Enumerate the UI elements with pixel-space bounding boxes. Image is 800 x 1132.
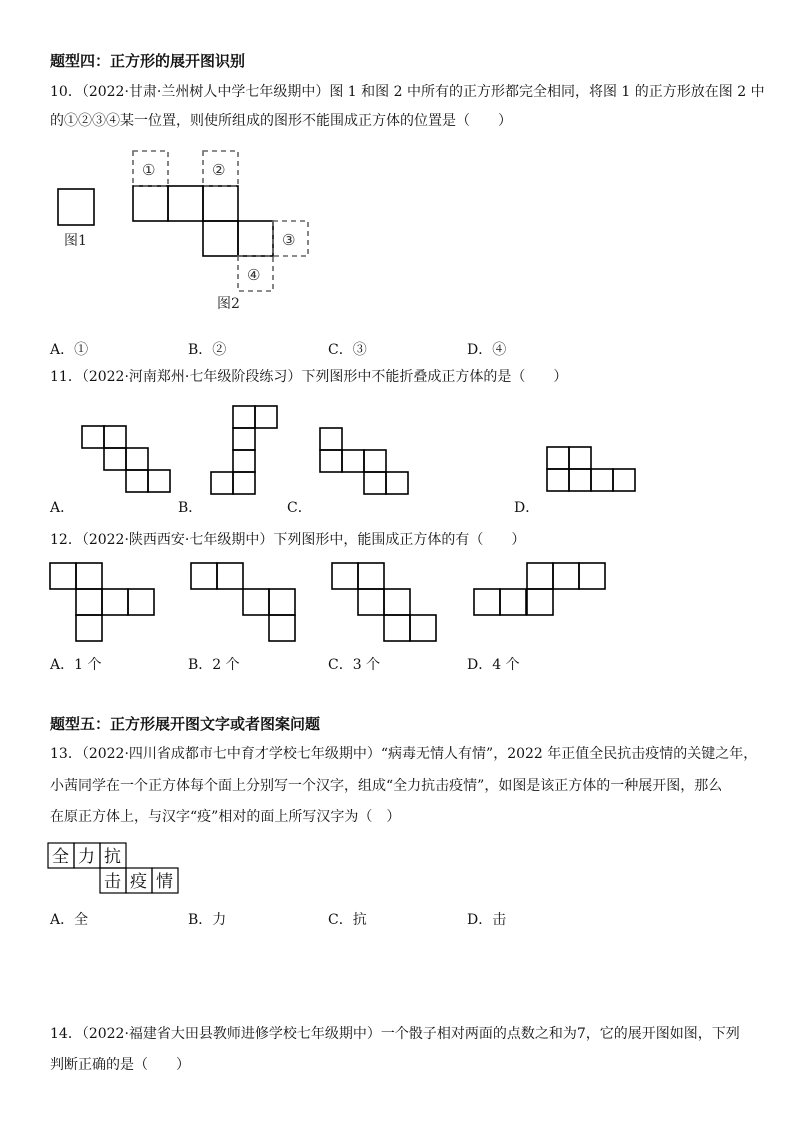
q13-cell-li: 力 — [78, 847, 95, 867]
q11-net-b — [211, 406, 277, 494]
q13-text-line3: 在原正方体上，与汉字“疫”相对的面上所写汉字为（ ） — [50, 809, 401, 825]
q12-option-c: C．3 个 — [328, 657, 381, 673]
q11-option-b: B． — [178, 500, 203, 516]
position-1-label: ① — [142, 161, 156, 179]
q13-cell-qing: 情 — [156, 872, 173, 892]
q12-text-line1: 12．（2022·陕西西安·七年级期中）下列图形中，能围成正方体的有（ ） — [50, 532, 526, 548]
q12-net-3 — [332, 563, 436, 641]
q12-net-1 — [50, 563, 154, 641]
section-heading-4: 题型四：正方形的展开图识别 — [50, 52, 246, 70]
q13-option-b: B．力 — [188, 912, 227, 928]
fig1-square — [58, 189, 94, 225]
fig2-square — [203, 186, 238, 221]
q13-cell-yi: 疫 — [130, 872, 147, 892]
q11-net-d — [547, 447, 635, 491]
q11-net-c — [320, 428, 408, 494]
q13-text-line2: 小茜同学在一个正方体每个面上分别写一个汉字，组成“全力抗击疫情”，如图是该正方体的一种展开图，那么 — [50, 778, 723, 794]
q11-option-a: A． — [50, 500, 75, 516]
q13-option-d: D．击 — [467, 912, 507, 928]
q12-option-b: B．2 个 — [188, 657, 240, 673]
q11-option-c: C． — [287, 500, 312, 516]
fig1-label: 图1 — [64, 233, 87, 249]
section-heading-5: 题型五：正方形展开图文字或者图案问题 — [50, 715, 321, 733]
q12-net-2 — [191, 563, 295, 641]
q13-text-line1: 13．（2022·四川省成都市七中育才学校七年级期中）“病毒无情人有情”，2022 年正值全民抗击疫情的关键之年， — [50, 746, 758, 762]
fig2-square — [168, 186, 203, 221]
position-4-dashed — [238, 256, 273, 291]
q10-option-b: B．② — [188, 342, 227, 358]
position-1-dashed — [133, 151, 168, 186]
q13-cell-kang: 抗 — [104, 847, 121, 867]
q13-cell-ji: 击 — [104, 872, 121, 892]
position-3-dashed — [273, 221, 308, 256]
fig2-square — [238, 221, 273, 256]
position-2-label: ② — [212, 161, 226, 179]
q14-text-line2: 判断正确的是（ ） — [50, 1057, 190, 1073]
q10-text-line1: 10．（2022·甘肃·兰州树人中学七年级期中）图 1 和图 2 中所有的正方形都完全相同，将图 1 的正方形放在图 2 中 — [50, 84, 765, 100]
q10-option-c: C．③ — [328, 342, 367, 358]
q12-option-d: D．4 个 — [467, 657, 520, 673]
q13-cell-quan: 全 — [52, 847, 69, 867]
q14-text-line1: 14．（2022·福建省大田县教师进修学校七年级期中）一个骰子相对两面的点数之和为7，它的展开图如图，下列 — [50, 1026, 740, 1042]
fig2-square — [133, 186, 168, 221]
position-4-label: ④ — [247, 266, 261, 284]
q10-option-d: D．④ — [467, 342, 507, 358]
q11-net-a — [82, 426, 170, 492]
q11-text-line1: 11．（2022·河南郑州·七年级阶段练习）下列图形中不能折叠成正方体的是（ ） — [50, 369, 568, 385]
q12-net-4 — [474, 563, 605, 615]
q10-text-line2: 的①②③④某一位置，则使所组成的图形不能围成正方体的位置是（ ） — [50, 113, 512, 129]
q11-option-d: D． — [514, 500, 540, 516]
q13-option-c: C．抗 — [328, 912, 367, 928]
position-3-label: ③ — [282, 231, 296, 249]
q10-option-a: A．① — [50, 342, 89, 358]
fig2-square — [203, 221, 238, 256]
fig2-label: 图2 — [217, 296, 240, 312]
position-2-dashed — [203, 151, 238, 186]
q13-option-a: A．全 — [50, 912, 89, 928]
q12-option-a: A．1 个 — [50, 657, 102, 673]
